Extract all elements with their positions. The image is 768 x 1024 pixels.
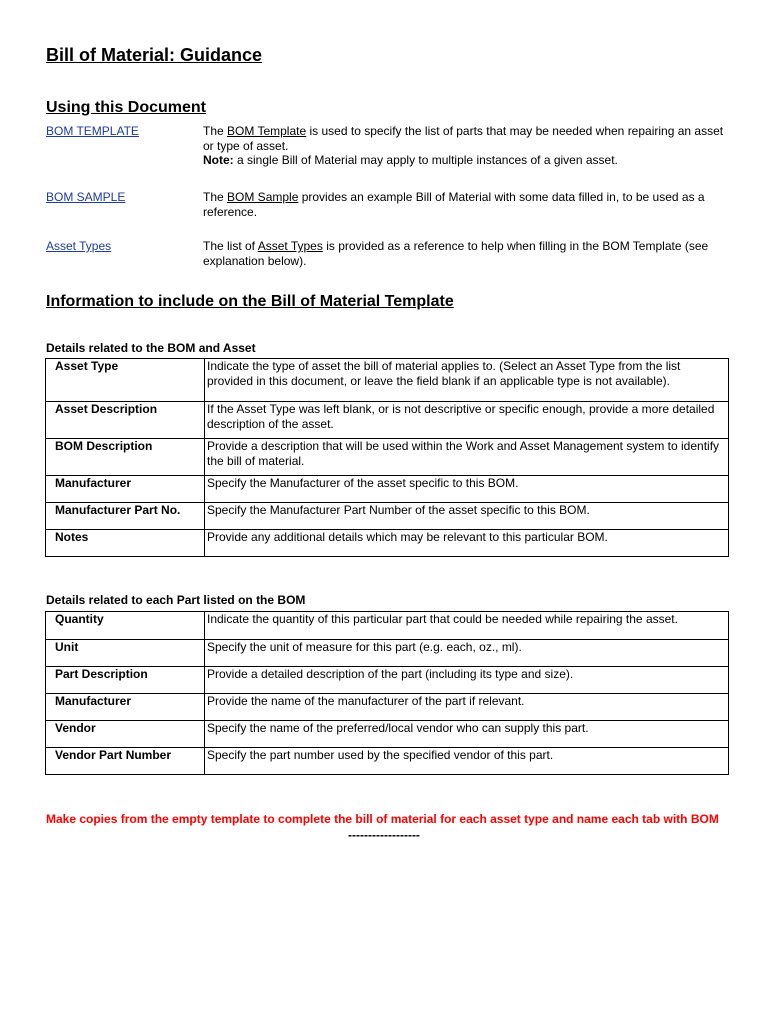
table-row — [46, 402, 729, 439]
field-name: Manufacturer — [46, 694, 205, 721]
field-name: Vendor Part Number — [46, 748, 205, 775]
part-section-heading: Details related to each Part listed on the BOM — [46, 593, 306, 607]
info-heading: Information to include on the Bill of Material Template — [46, 293, 454, 310]
field-name: Part Description — [46, 667, 205, 694]
field-description: Provide any additional details which may be relevant to this particular BOM. — [205, 530, 729, 557]
field-description: Indicate the quantity of this particular part that could be needed while repairing the asset. — [205, 612, 729, 640]
table-row — [46, 612, 729, 640]
table-row — [46, 530, 729, 557]
table-row — [46, 359, 729, 402]
field-description: Specify the unit of measure for this part (e.g. each, oz., ml). — [205, 640, 729, 667]
field-description: Specify the Manufacturer of the asset specific to this BOM. — [205, 476, 729, 503]
using-heading: Using this Document — [46, 99, 207, 116]
bom-template-ref: BOM Template — [227, 124, 307, 138]
bom-sample-description — [203, 190, 728, 219]
desc-text: The list of — [203, 239, 258, 253]
field-name: Manufacturer — [46, 476, 205, 503]
field-description: Indicate the type of asset the bill of material applies to. (Select an Asset Type from the list provided in this document, or leave the field blank if an applicable type is not available). — [205, 359, 729, 402]
table-row — [46, 439, 729, 476]
desc-text: provides an example Bill of Material with some data filled in, to be used as a reference. — [203, 190, 705, 219]
bom-sample-link[interactable]: BOM SAMPLE — [46, 190, 126, 204]
desc-text: is used to specify the list of parts that may be needed when repairing an asset or type of asset. — [203, 124, 724, 153]
part-details-table — [45, 611, 729, 775]
desc-text: is provided as a reference to help when filling in the BOM Template (see explanation below). — [203, 239, 709, 268]
desc-text: The — [203, 190, 228, 204]
bom-template-link[interactable]: BOM TEMPLATE — [46, 124, 139, 138]
field-name: Notes — [46, 530, 205, 557]
template-copy-instruction: Make copies from the empty template to complete the bill of material for each asset type and name each tab with BOM — [46, 812, 719, 826]
field-name: Asset Type — [46, 359, 205, 402]
table-row — [46, 476, 729, 503]
desc-text: The — [203, 124, 228, 138]
bom-template-description — [203, 124, 728, 168]
field-name: BOM Description — [46, 439, 205, 476]
asset-types-description — [203, 239, 728, 268]
bom-details-table — [45, 358, 729, 557]
field-description: Provide the name of the manufacturer of the part if relevant. — [205, 694, 729, 721]
table-row — [46, 640, 729, 667]
field-description: Specify the Manufacturer Part Number of the asset specific to this BOM. — [205, 503, 729, 530]
table-row — [46, 503, 729, 530]
bom-section-heading: Details related to the BOM and Asset — [46, 341, 256, 355]
bom-sample-ref: BOM Sample — [227, 190, 299, 204]
field-description: Provide a description that will be used within the Work and Asset Management system to identify the bill of material. — [205, 439, 729, 476]
field-name: Unit — [46, 640, 205, 667]
field-description: Specify the name of the preferred/local vendor who can supply this part. — [205, 721, 729, 748]
table-row — [46, 694, 729, 721]
field-name: Manufacturer Part No. — [46, 503, 205, 530]
field-name: Vendor — [46, 721, 205, 748]
field-name: Quantity — [46, 612, 205, 640]
table-row — [46, 667, 729, 694]
asset-types-link[interactable]: Asset Types — [46, 239, 112, 253]
field-description: Provide a detailed description of the part (including its type and size). — [205, 667, 729, 694]
note-label: Note: — [203, 153, 234, 167]
table-row — [46, 748, 729, 775]
page-title: Bill of Material: Guidance — [46, 45, 263, 65]
note-text: a single Bill of Material may apply to multiple instances of a given asset. — [233, 153, 618, 167]
footer-divider: ------------------ — [348, 828, 420, 842]
field-name: Asset Description — [46, 402, 205, 439]
field-description: Specify the part number used by the specified vendor of this part. — [205, 748, 729, 775]
field-description: If the Asset Type was left blank, or is not descriptive or specific enough, provide a more detailed description of the asset. — [205, 402, 729, 439]
asset-types-ref: Asset Types — [257, 239, 323, 253]
table-row — [46, 721, 729, 748]
